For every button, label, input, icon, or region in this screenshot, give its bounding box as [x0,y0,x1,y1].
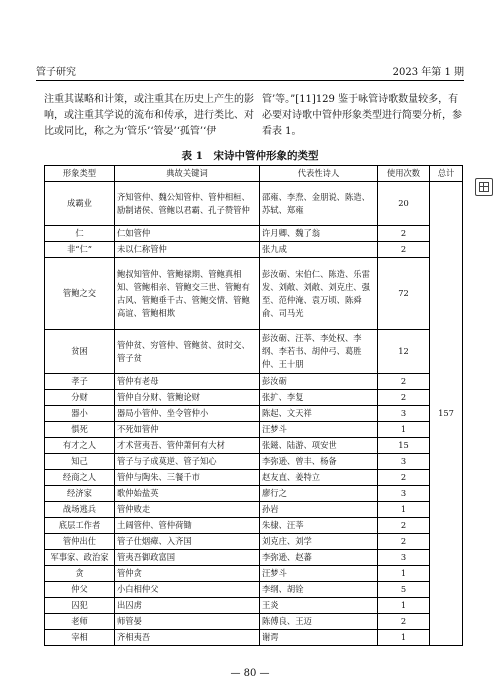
table-header-row [45,166,463,182]
col-header-keywords: 典故关键词 [115,166,260,182]
table-body [45,182,463,646]
table-row [45,406,463,422]
cell-count: 2 [378,242,430,258]
table-row [45,470,463,486]
cell-type: 成霸业 [45,182,115,226]
cell-keywords: 出囚虏 [115,598,260,614]
cell-keywords: 管子仕烟瘴、入齐国 [115,534,260,550]
cell-type: 经济家 [45,486,115,502]
journal-name: 管子研究 [36,67,76,78]
table-view-icon[interactable] [475,178,493,196]
cell-count: 2 [378,470,430,486]
cell-poets: 李弥逊、赵蕃 [260,550,378,566]
table-row [45,518,463,534]
cell-keywords: 鲍叔知管仲、管鲍禄期、管鲍真相知、管鲍相亲、管鲍交三世、管鲍有古风、管鲍垂千古、管鲍交情、管鲍高谊、管鲍相欺 [115,258,260,330]
cell-count: 2 [378,518,430,534]
cell-count: 2 [378,374,430,390]
cell-count: 72 [378,258,430,330]
cell-type: 非“仁” [45,242,115,258]
table-row [45,566,463,582]
cell-keywords: 未以仁称管仲 [115,242,260,258]
cell-keywords: 管仲败走 [115,502,260,518]
table-row [45,502,463,518]
cell-poets: 邵雍、李焘、金朋说、陈造、苏轼、郑雍 [260,182,378,226]
cell-total: 157 [430,182,463,646]
cell-poets: 王炎 [260,598,378,614]
issue-label: 2023 年第 1 期 [392,67,464,78]
cell-type: 有才之人 [45,438,115,454]
cell-count: 2 [378,614,430,630]
cell-type: 宰相 [45,630,115,646]
cell-keywords: 管仲有老母 [115,374,260,390]
body-text-right: 管’等。”[11]129 鉴于咏管诗歌数量较多，有必要对诗歌中管仲形象类型进行简要分析，参看表 1。 [262,94,462,137]
cell-count: 5 [378,582,430,598]
cell-type: 贫困 [45,330,115,374]
table-row [45,258,463,330]
cell-count: 2 [378,226,430,242]
cell-keywords: 歌仲始盐英 [115,486,260,502]
cell-keywords: 小白相仲父 [115,582,260,598]
cell-count: 1 [378,566,430,582]
cell-type: 器小 [45,406,115,422]
cell-poets: 彭汝砺、宋伯仁、陈造、乐雷发、刘敞、刘敞、刘克庄、强至、范仲淹、袁万顷、陈舜俞、司马光 [260,258,378,330]
cell-keywords: 管仲与陶朱、三餐千市 [115,470,260,486]
cell-type: 战场逃兵 [45,502,115,518]
cell-keywords: 管仲自分财、管鲍论财 [115,390,260,406]
cell-type: 分财 [45,390,115,406]
col-header-type: 形象类型 [45,166,115,182]
cell-keywords: 齐相夷吾 [115,630,260,646]
cell-poets: 张九成 [260,242,378,258]
cell-poets: 李纲、胡铨 [260,582,378,598]
cell-count: 1 [378,630,430,646]
cell-keywords: 土阔管仲、管仲荷锄 [115,518,260,534]
table-row [45,486,463,502]
cell-count: 15 [378,438,430,454]
cell-count: 3 [378,550,430,566]
cell-keywords: 器局小管仲、坐令管仲小 [115,406,260,422]
cell-type: 底层工作者 [45,518,115,534]
table-row [45,630,463,646]
table-row [45,534,463,550]
cell-poets: 汪梦斗 [260,566,378,582]
cell-keywords: 管夷吾御政富国 [115,550,260,566]
cell-type: 仲父 [45,582,115,598]
cell-type: 知己 [45,454,115,470]
page-number: — 80 — [230,668,270,679]
cell-poets: 朱棣、汪莘 [260,518,378,534]
cell-type: 经商之人 [45,470,115,486]
table-row [45,330,463,374]
table-row [45,226,463,242]
cell-poets: 许月卿、魏了翁 [260,226,378,242]
cell-type: 军事家、政治家 [45,550,115,566]
cell-poets: 张鎡、陆游、项安世 [260,438,378,454]
cell-count: 1 [378,502,430,518]
cell-count: 1 [378,598,430,614]
cell-poets: 赵友直、姜特立 [260,470,378,486]
table-row [45,614,463,630]
cell-count: 3 [378,406,430,422]
table-row [45,598,463,614]
cell-poets: 廖行之 [260,486,378,502]
col-header-total: 总计 [430,166,463,182]
table-caption: 表 1 宋诗中管仲形象的类型 [181,150,319,162]
table-row [45,390,463,406]
cell-poets: 刘克庄、刘学 [260,534,378,550]
cell-keywords: 齐知管仲、魏公知管仲、管仲相桓、励制诸侯、管鲍以君霸、孔子赞管仲 [115,182,260,226]
col-header-count: 使用次数 [378,166,430,182]
cell-type: 惧死 [45,422,115,438]
cell-poets: 孙岩 [260,502,378,518]
cell-type: 囚犯 [45,598,115,614]
cell-keywords: 师管晏 [115,614,260,630]
table-row [45,374,463,390]
table-row [45,454,463,470]
cell-keywords: 仁如管仲 [115,226,260,242]
cell-count: 2 [378,390,430,406]
cell-type: 仁 [45,226,115,242]
cell-count: 1 [378,422,430,438]
cell-poets: 谢谔 [260,630,378,646]
cell-keywords: 才术营夷吾、管仲萧何有大材 [115,438,260,454]
image-type-table [44,165,463,646]
cell-type: 贪 [45,566,115,582]
running-header [36,58,464,81]
cell-poets: 李弥逊、曾丰、杨备 [260,454,378,470]
cell-keywords: 不死如管仲 [115,422,260,438]
cell-count: 12 [378,330,430,374]
cell-count: 20 [378,182,430,226]
col-header-poets: 代表性诗人 [260,166,378,182]
cell-type: 老师 [45,614,115,630]
table-row [45,422,463,438]
cell-count: 3 [378,454,430,470]
cell-poets: 陈起、文天祥 [260,406,378,422]
cell-poets: 彭汝砺 [260,374,378,390]
cell-type: 管仲出仕 [45,534,115,550]
cell-poets: 彭汝砺、汪莘、李处权、李纲、李若书、胡仲弓、葛胜仲、王十朋 [260,330,378,374]
cell-keywords: 管仲贪 [115,566,260,582]
cell-count: 2 [378,534,430,550]
table-row [45,242,463,258]
body-text-left: 注重其谋略和计策，或注重其在历史上产生的影响，或注重其学说的流布和传承，进行类比、对比或同比，称之为‘管乐’‘管晏’‘孤管’‘伊 [44,94,254,137]
cell-poets: 陈傅良、王迈 [260,614,378,630]
table-row [45,550,463,566]
cell-poets: 张扩、李复 [260,390,378,406]
table-row [45,182,463,226]
cell-keywords: 管仲贫、穷管仲、管鲍贫、贫时交、管子贫 [115,330,260,374]
table-row [45,582,463,598]
cell-keywords: 管子与子成莫逆、管子知心 [115,454,260,470]
cell-poets: 汪梦斗 [260,422,378,438]
cell-count: 3 [378,486,430,502]
table-row [45,438,463,454]
cell-type: 孝子 [45,374,115,390]
cell-type: 管鲍之交 [45,258,115,330]
